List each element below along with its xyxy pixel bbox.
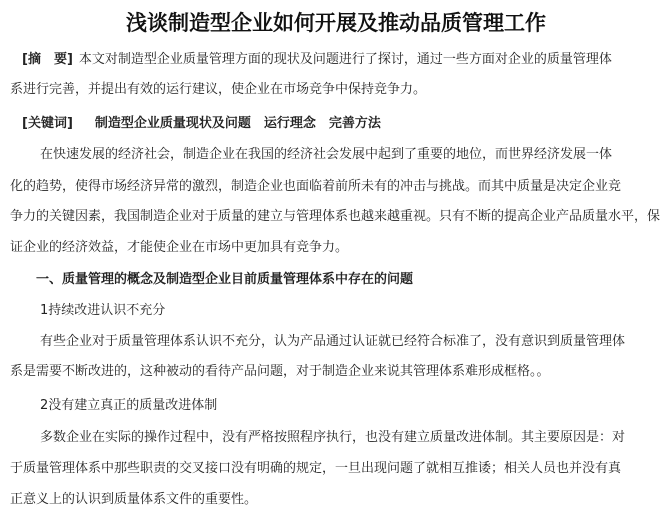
subsection-1-heading: 1持续改进认识不充分 — [40, 303, 166, 318]
subsection-1-line-2: 系是需要不断改进的，这种被动的看待产品问题，对于制造企业来说其管理体系难形成框格。。 — [10, 364, 550, 379]
keywords-value: 制造型企业质量现状及问题 运行理念 完善方法 — [94, 116, 381, 131]
section-1-heading: 一、质量管理的概念及制造型企业目前质量管理体系中存在的问题 — [36, 272, 414, 287]
subsection-2-line-2: 于质量管理体系中那些职责的交叉接口没有明确的规定，一旦出现问题了就相互推诿；相关人员也并没有真 — [10, 461, 622, 476]
abstract-line-1 — [22, 50, 612, 70]
document-title: 浅谈制造型企业如何开展及推动品质管理工作 — [126, 10, 546, 35]
subsection-2-heading: 2没有建立真正的质量改进体制 — [40, 398, 218, 413]
subsection-2-line-3: 正意义上的认识到质量体系文件的重要性。 — [10, 492, 258, 507]
intro-line-2: 化的趋势，使得市场经济异常的激烈，制造企业也面临着前所未有的冲击与挑战。而其中质量是决定企业竞 — [10, 179, 622, 194]
abstract-label: [摘 要] — [22, 52, 73, 67]
keywords-label: [关键词] — [22, 116, 73, 131]
subsection-1-line-1: 有些企业对于质量管理体系认识不充分，认为产品通过认证就已经符合标准了，没有意识到质量管理体 — [40, 334, 626, 349]
abstract-text-2: 系进行完善，并提出有效的运行建议，使企业在市场竞争中保持竞争力。 — [10, 82, 427, 97]
abstract-text-1: 本文对制造型企业质量管理方面的现状及问题进行了探讨，通过一些方面对企业的质量管理体 — [78, 52, 612, 67]
subsection-2-line-1: 多数企业在实际的操作过程中，没有严格按照程序执行，也没有建立质量改进体制。其主要原因是：对 — [40, 430, 626, 445]
intro-line-3: 争力的关键因素，我国制造企业对于质量的建立与管理体系也越来越重视。只有不断的提高企业产品质量水平，保 — [10, 209, 661, 224]
keywords-line — [22, 114, 381, 134]
intro-line-4: 证企业的经济效益，才能使企业在市场中更加具有竞争力。 — [10, 240, 349, 255]
intro-line-1: 在快速发展的经济社会，制造企业在我国的经济社会发展中起到了重要的地位，而世界经济发展一体 — [40, 147, 613, 162]
